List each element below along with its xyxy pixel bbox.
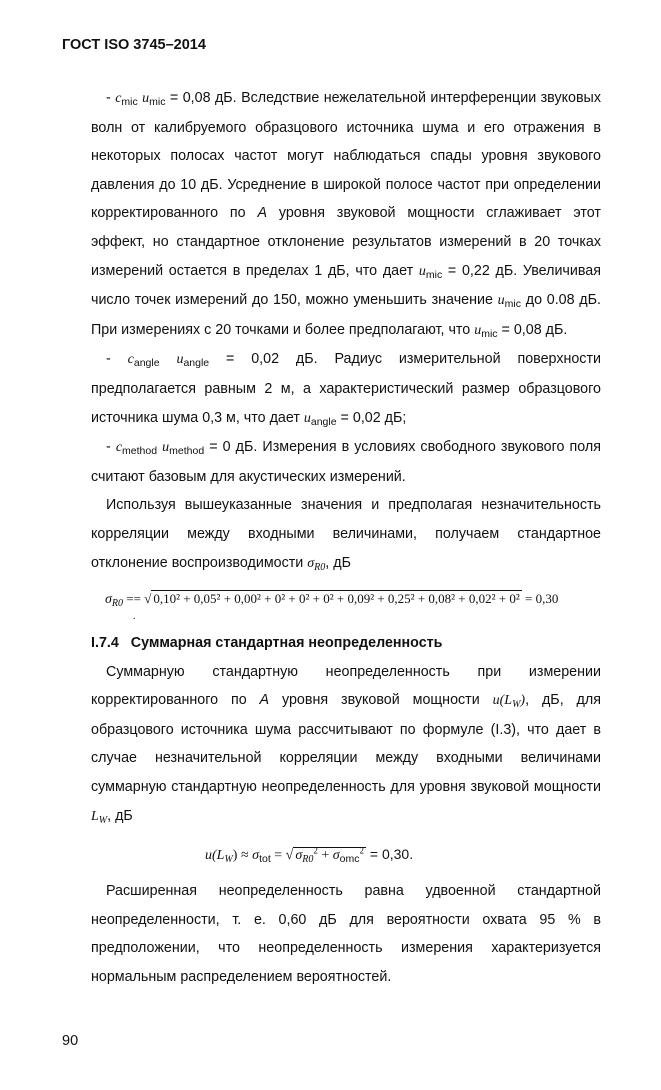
document-header: ГОСТ ISO 3745–2014 bbox=[62, 37, 206, 53]
section-heading: I.7.4 Суммарная стандартная неопределенность bbox=[91, 635, 443, 652]
equation-dot: . bbox=[133, 611, 136, 623]
page-number: 90 bbox=[62, 1032, 79, 1049]
equation-combined: $u(L_W) \approx \sigma_{tot}$ = √ $\sigma_{R0}^2 + \sigma_{omc}^2 = 0,30$. bbox=[205, 845, 414, 866]
paragraph-c-mic: - $c_{mic}$ $u_{mic} = 0,08$ дБ. Вследствие нежелательной интерференции звуковых волн от калибруемого образцового источника шума и его отражения в некоторых полосах частот могут наблюдаться спады уровня звукового давления до 10 дБ. Усреднение в широкой полосе частот при определении корректированного по A уровня звуковой мощности сглаживает этот эффект, но стандартное отклонение результатов измерений в 20 точках измерений остается в пределах 1 дБ, что дает $u_{mic} = 0,22$ дБ. Увеличивая число точек измерений до 150, можно уменьшить значение $u_{mic}$ до 0.08 дБ. При измерениях с 20 точками и более предполагают, что $u_{mic} = 0,08$ дБ. bbox=[91, 90, 601, 340]
paragraph-c-angle: - $c_{angle}$ $u_{angle} = 0,02$ дБ. Радиус измерительной поверхности предполагается равным 2 м, а характеристический размер образцового источника шума 0,3 м, что дает $u_{angle} = 0,02$ дБ; bbox=[91, 351, 601, 428]
paragraph-c-method: - $c_{method}$ $u_{method} = 0$ дБ. Измерения в условиях свободного звукового поля считают базовым для акустических измерений. bbox=[91, 439, 601, 485]
body-text-top bbox=[91, 84, 601, 578]
body-text-section bbox=[91, 629, 601, 831]
paragraph-expanded: Расширенная неопределенность равна удвоенной стандартной неопределенности, т. е. 0,60 дБ для вероятности охвата 95 % в предположении, что неопределенность измерения характеризуется нормальным распределением вероятностей. bbox=[91, 883, 601, 986]
paragraph-reproducibility: Используя вышеуказанные значения и предполагая незначительность корреляции между входными величинами, получаем стандартное отклонение воспроизводимости $\sigma_{R0}$, дБ bbox=[91, 497, 601, 573]
paragraph-combined: Суммарную стандартную неопределенность при измерении корректированного по A уровня звуковой мощности $u(L_W)$, дБ, для образцового источника шума рассчитывают по формуле (I.3), что дает в случае незначительной корреляции между входными величинами суммарную стандартную неопределенность для уровня звуковой мощности $L_W$, дБ bbox=[91, 663, 601, 826]
equation-sigma-r0: $\sigma_{R0}$ == √ 0,10² + 0,05² + 0,00² + 0² + 0² + 0² + 0,09² + 0,25² + 0,08² + 0,02² + 0² = 0,30 bbox=[105, 591, 559, 610]
body-text-bottom bbox=[91, 877, 601, 991]
